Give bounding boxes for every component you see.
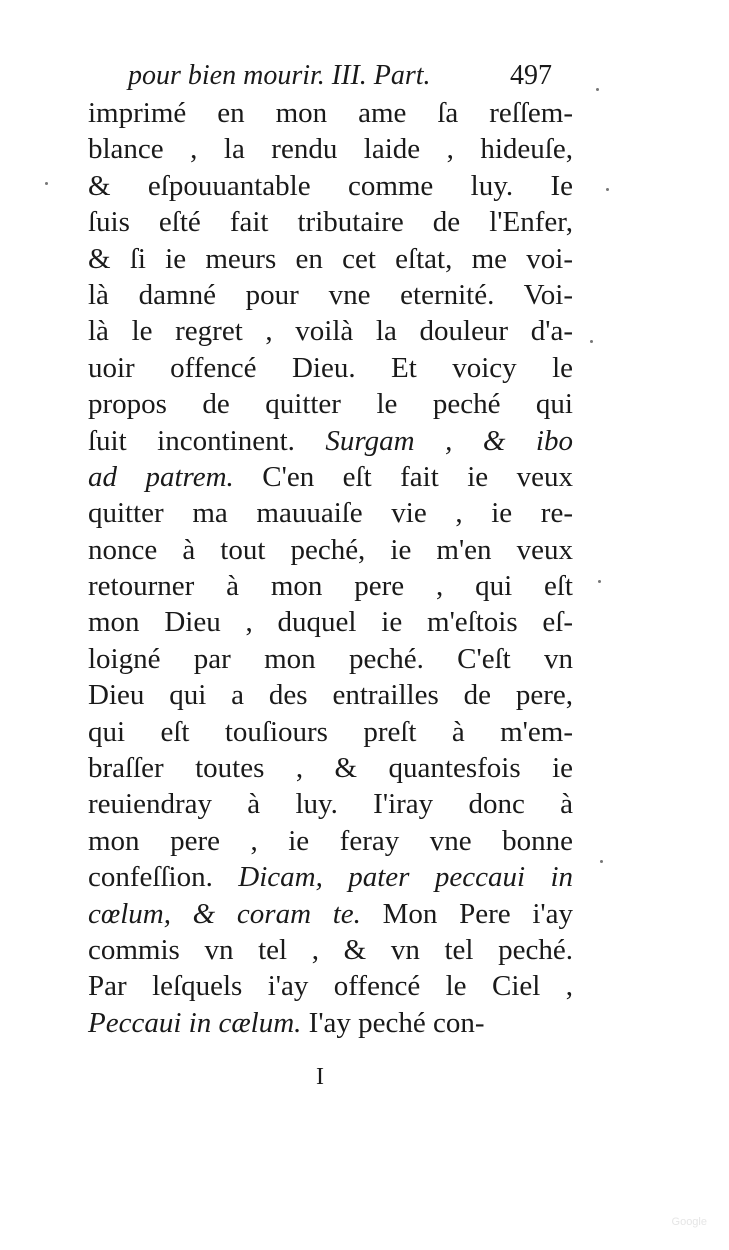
text-segment: qui eſt touſiours preſt à m'em- (88, 715, 573, 748)
body-text (88, 95, 573, 1041)
text-segment: Par leſquels i'ay offencé le Ciel , (88, 970, 573, 1003)
latin-quotation: ad patrem. (88, 460, 234, 493)
text-line (88, 532, 573, 568)
text-line (88, 896, 573, 932)
text-segment: Mon Pere i'ay (360, 897, 573, 930)
latin-quotation: cœlum, & coram te. (88, 897, 361, 930)
text-line (88, 859, 573, 895)
margin-speck (590, 340, 593, 343)
text-segment: là le regret , voilà la douleur d'a- (88, 315, 573, 348)
page-number: 497 (510, 60, 552, 91)
text-segment: quitter ma mauuaiſe vie , ie re- (88, 497, 573, 530)
text-segment: reuiendray à luy. I'iray donc à (88, 788, 573, 821)
catchword: I (316, 1064, 324, 1090)
text-segment: mon pere , ie feray vne bonne (88, 824, 573, 857)
text-segment: ſuis eſté fait tributaire de l'Enfer, (88, 206, 573, 239)
text-segment: retourner à mon pere , qui eſt (88, 570, 573, 603)
text-line (88, 95, 573, 131)
text-line (88, 1005, 573, 1041)
text-segment: nonce à tout peché, ie m'en veux (88, 533, 573, 566)
running-head-title: pour bien mourir. III. Part. (128, 60, 431, 91)
text-line (88, 786, 573, 822)
scan-watermark: Google (671, 1216, 707, 1228)
text-segment: propos de quitter le peché qui (88, 388, 573, 421)
text-line (88, 495, 573, 531)
text-line (88, 423, 573, 459)
latin-quotation: Peccaui in cælum. (88, 1006, 302, 1039)
text-line (88, 750, 573, 786)
text-segment: & eſpouuantable comme luy. Ie (88, 169, 573, 202)
text-line (88, 168, 573, 204)
text-segment: I'ay peché con- (301, 1006, 485, 1039)
text-line (88, 386, 573, 422)
text-segment: braſſer toutes , & quantesfois ie (88, 752, 573, 785)
text-line (88, 968, 573, 1004)
text-line (88, 568, 573, 604)
text-line (88, 823, 573, 859)
text-line (88, 277, 573, 313)
text-line (88, 241, 573, 277)
text-segment: C'en eſt fait ie veux (233, 460, 573, 493)
text-line (88, 604, 573, 640)
text-line (88, 350, 573, 386)
margin-speck (606, 188, 609, 191)
text-line (88, 131, 573, 167)
text-line (88, 313, 573, 349)
text-segment: mon Dieu , duquel ie m'eſtois eſ- (88, 606, 573, 639)
text-line (88, 204, 573, 240)
margin-speck (600, 860, 603, 863)
text-line (88, 641, 573, 677)
text-segment: imprimé en mon ame ſa reſſem- (88, 97, 573, 129)
text-segment: commis vn tel , & vn tel peché. (88, 933, 573, 966)
text-segment: blance , la rendu laide , hideuſe, (88, 133, 573, 166)
text-line (88, 459, 573, 495)
text-segment: & ſi ie meurs en cet eſtat, me voi- (88, 242, 573, 275)
latin-quotation: Surgam , & ibo (325, 424, 573, 457)
text-segment: là damné pour vne eternité. Voi- (88, 278, 573, 311)
text-line (88, 932, 573, 968)
text-line (88, 677, 573, 713)
text-line (88, 714, 573, 750)
latin-quotation: Dicam, pater peccaui in (238, 861, 573, 894)
text-segment: loigné par mon peché. C'eſt vn (88, 642, 573, 675)
text-segment: confeſſion. (88, 861, 239, 894)
margin-speck (598, 580, 601, 583)
text-segment: ſuit incontinent. (88, 424, 326, 457)
text-segment: Dieu qui a des entrailles de pere, (88, 679, 573, 712)
text-segment: uoir offencé Dieu. Et voicy le (88, 351, 573, 384)
running-head (128, 58, 578, 94)
margin-speck (596, 88, 599, 91)
margin-speck (45, 182, 48, 185)
